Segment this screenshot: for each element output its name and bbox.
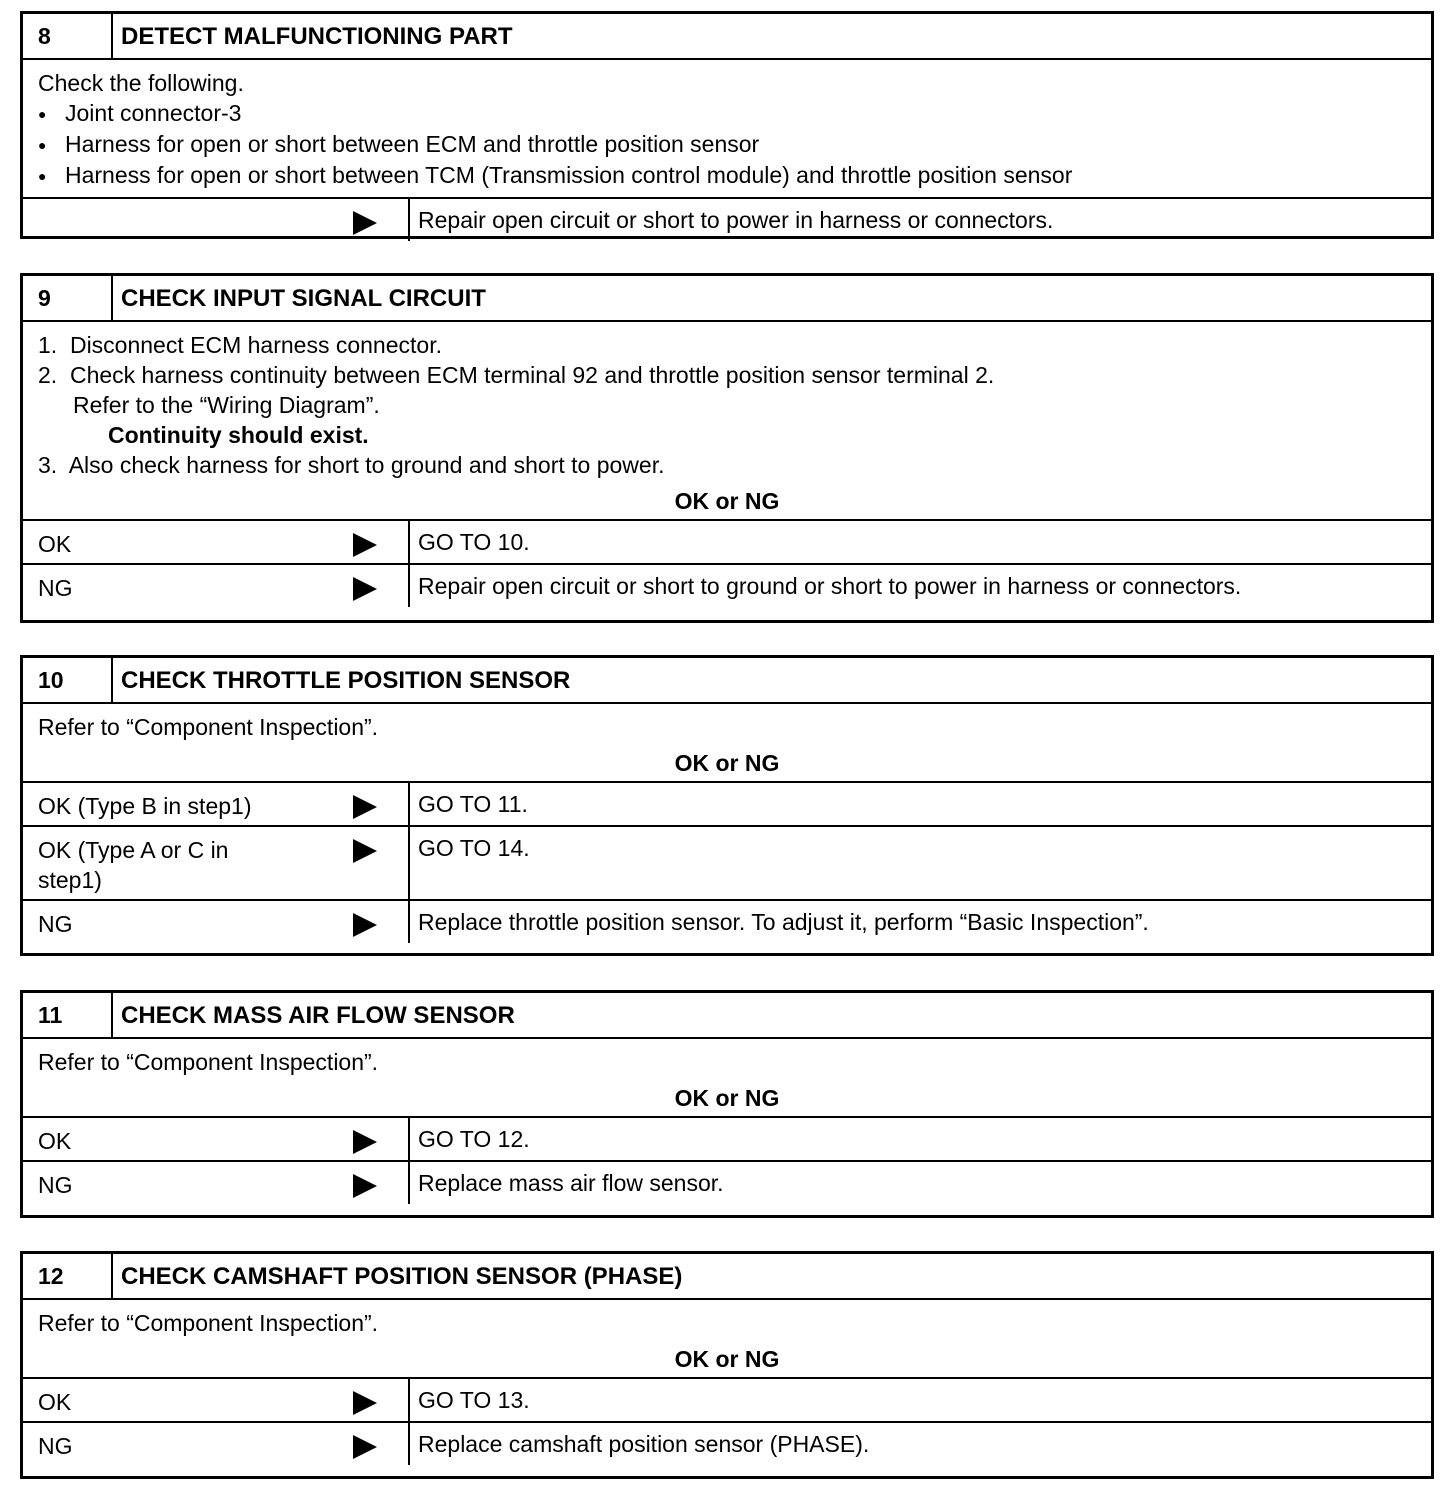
result-row [23, 1116, 1431, 1160]
ok-or-ng-label: OK or NG [674, 1085, 780, 1111]
instruction-line: Refer to “Component Inspection”. [38, 1049, 379, 1075]
result-row [23, 781, 1431, 825]
bullet-item: ● Joint connector-3 [38, 98, 1416, 129]
result-condition: OK [38, 1128, 72, 1154]
result-condition: NG [38, 575, 73, 601]
arrow-right-icon [353, 1379, 408, 1421]
result-condition: OK (Type A or C in step1) [38, 837, 229, 893]
spec-line: Continuity should exist. [108, 422, 369, 448]
step-instructions [23, 1300, 1431, 1338]
arrow-right-icon [353, 199, 408, 241]
step-header [23, 658, 1431, 704]
result-action: GO TO 10. [408, 521, 1431, 563]
step-11 [20, 990, 1434, 1218]
ok-or-ng-label: OK or NG [674, 1346, 780, 1372]
instruction-line: Check the following. [38, 70, 244, 96]
step-header [23, 276, 1431, 322]
instruction-line: Refer to “Component Inspection”. [38, 1310, 379, 1336]
result-row [23, 1377, 1431, 1421]
step-instructions [23, 1039, 1431, 1077]
result-row [23, 1160, 1431, 1204]
arrow-right-icon [353, 1118, 408, 1160]
ok-or-ng-label: OK or NG [674, 750, 780, 776]
arrow-right-icon [353, 827, 408, 899]
step-title: CHECK CAMSHAFT POSITION SENSOR (PHASE) [121, 1263, 683, 1290]
step-instructions [23, 60, 1431, 197]
arrow-right-icon [353, 1423, 408, 1465]
step-number: 8 [23, 14, 113, 58]
result-condition: OK (Type B in step1) [38, 793, 252, 819]
step-header [23, 14, 1431, 60]
step-title: CHECK THROTTLE POSITION SENSOR [121, 667, 571, 694]
result-condition: NG [38, 911, 73, 937]
step-instructions [23, 704, 1431, 742]
bullet-item: ● Harness for open or short between ECM and throttle position sensor [38, 129, 1416, 160]
result-row [23, 825, 1431, 899]
result-action: Repair open circuit or short to ground or short to power in harness or connectors. [408, 565, 1431, 607]
instruction-line: 1. Disconnect ECM harness connector. [38, 332, 442, 358]
result-action: GO TO 11. [408, 783, 1431, 825]
result-action: Replace throttle position sensor. To adjust it, perform “Basic Inspection”. [408, 901, 1431, 943]
step-title: CHECK MASS AIR FLOW SENSOR [121, 1002, 515, 1029]
step-10 [20, 655, 1434, 956]
instruction-line: Refer to “Component Inspection”. [38, 714, 379, 740]
step-number: 10 [23, 658, 113, 702]
result-action: Replace camshaft position sensor (PHASE). [408, 1423, 1431, 1465]
step-title: DETECT MALFUNCTIONING PART [121, 23, 513, 50]
instruction-line: Refer to the “Wiring Diagram”. [73, 392, 380, 418]
result-action: Repair open circuit or short to power in harness or connectors. [408, 199, 1431, 241]
result-row [23, 519, 1431, 563]
result-condition: OK [38, 531, 72, 557]
step-number: 12 [23, 1254, 113, 1298]
ok-or-ng-label: OK or NG [674, 488, 780, 514]
arrow-right-icon [353, 1162, 408, 1204]
step-header [23, 993, 1431, 1039]
arrow-right-icon [353, 783, 408, 825]
step-instructions [23, 322, 1431, 480]
result-action: Replace mass air flow sensor. [408, 1162, 1431, 1204]
result-condition: NG [38, 1172, 73, 1198]
instruction-line: 2. Check harness continuity between ECM terminal 92 and throttle position sensor terminal 2. [38, 362, 995, 388]
step-12 [20, 1251, 1434, 1479]
step-title: CHECK INPUT SIGNAL CIRCUIT [121, 285, 486, 312]
result-row [23, 197, 1431, 241]
result-row [23, 563, 1431, 607]
result-action: GO TO 12. [408, 1118, 1431, 1160]
step-number: 11 [23, 993, 113, 1037]
result-condition: OK [38, 1389, 72, 1415]
arrow-right-icon [353, 565, 408, 607]
step-header [23, 1254, 1431, 1300]
result-condition [23, 199, 353, 241]
step-9 [20, 273, 1434, 623]
instruction-line: 3. Also check harness for short to ground and short to power. [38, 452, 665, 478]
result-row [23, 1421, 1431, 1465]
result-condition: NG [38, 1433, 73, 1459]
step-8 [20, 11, 1434, 239]
result-action: GO TO 13. [408, 1379, 1431, 1421]
bullet-item: ● Harness for open or short between TCM (Transmission control module) and throttle position sensor [38, 160, 1416, 191]
step-number: 9 [23, 276, 113, 320]
result-row [23, 899, 1431, 943]
arrow-right-icon [353, 521, 408, 563]
result-action: GO TO 14. [408, 827, 1431, 899]
arrow-right-icon [353, 901, 408, 943]
